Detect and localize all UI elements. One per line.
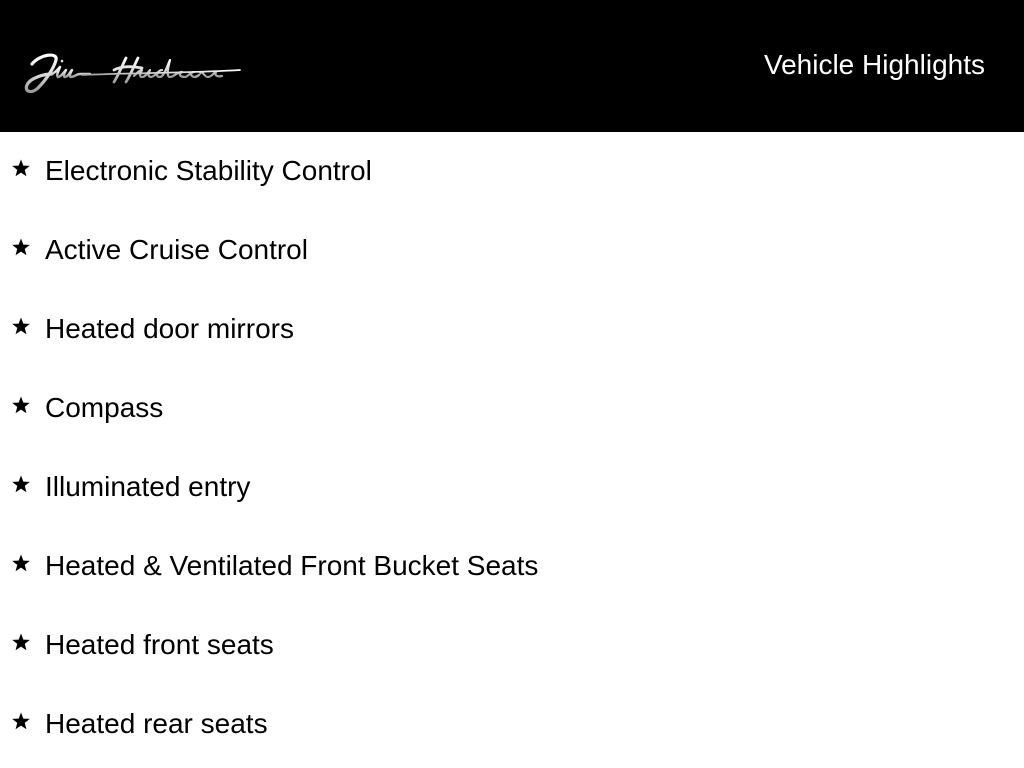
star-icon <box>11 711 31 731</box>
star-icon <box>11 316 31 336</box>
jim-hudson-logo <box>22 50 244 96</box>
page-header <box>0 0 1024 132</box>
list-item <box>0 369 1024 448</box>
list-item <box>0 290 1024 369</box>
highlight-label: Active Cruise Control <box>45 234 308 265</box>
list-item <box>0 527 1024 606</box>
star-icon <box>11 395 31 415</box>
highlight-label: Illuminated entry <box>45 471 251 502</box>
star-icon <box>11 632 31 652</box>
list-item <box>0 211 1024 290</box>
star-icon <box>11 158 31 178</box>
list-item <box>0 132 1024 211</box>
highlight-label: Heated door mirrors <box>45 313 294 344</box>
vehicle-highlights-list <box>0 132 1024 764</box>
list-item <box>0 685 1024 764</box>
list-item <box>0 606 1024 685</box>
highlight-label: Heated rear seats <box>45 708 268 739</box>
star-icon <box>11 237 31 257</box>
star-icon <box>11 474 31 494</box>
highlight-label: Heated & Ventilated Front Bucket Seats <box>45 550 539 581</box>
highlight-label: Heated front seats <box>45 629 274 660</box>
page-title: Vehicle Highlights <box>763 49 985 80</box>
highlight-label: Compass <box>45 392 164 423</box>
list-item <box>0 448 1024 527</box>
highlight-label: Electronic Stability Control <box>45 155 372 186</box>
star-icon <box>11 553 31 573</box>
